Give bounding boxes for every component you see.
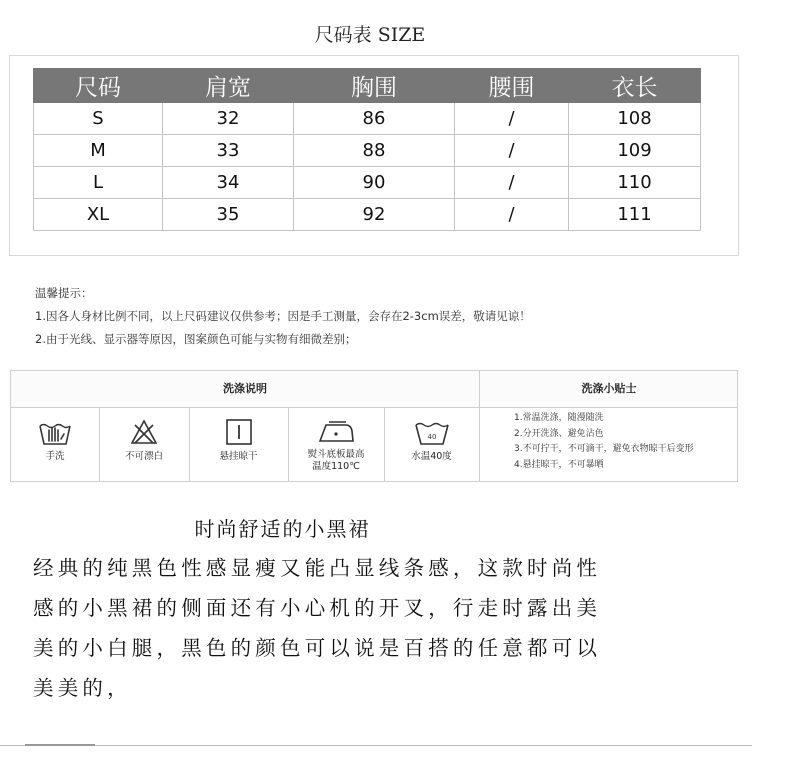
bottom-divider: [0, 745, 752, 746]
description-line: 美美的，: [33, 676, 132, 700]
table-row: [34, 135, 701, 167]
table-row: [34, 199, 701, 231]
hang-dry-icon: [189, 417, 288, 447]
care-header: [11, 371, 737, 408]
wash-instructions-heading: 洗涤说明: [223, 382, 267, 395]
description-text: [33, 548, 653, 708]
table-cell: /: [455, 135, 569, 167]
tips-line: 1.因各人身材比例不同，以上尺码建议仅供参考；因是手工测量，会存在2-3cm误差，敬请见谅！: [35, 309, 531, 323]
care-item-label: 温度110℃: [312, 461, 360, 472]
description-line: 感的小黑裙的侧面还有小心机的开叉，行走时露出美: [33, 596, 602, 620]
column-header: 衣长: [569, 69, 701, 103]
column-header: 尺码: [34, 69, 163, 103]
tips-section: [35, 282, 531, 351]
table-cell: S: [34, 103, 163, 135]
table-cell: 88: [294, 135, 455, 167]
table-cell: 110: [569, 167, 701, 199]
table-cell: 109: [569, 135, 701, 167]
wash-temperature: 40: [427, 433, 436, 441]
size-chart-title: 尺码表 SIZE: [314, 24, 426, 46]
wash-tip-item: 1.常温洗涤，随漫随洗: [514, 413, 604, 423]
care-item-iron: [288, 407, 385, 481]
wash-tip-item: 3.不可拧干，不可滴干，避免衣物晾干后变形: [514, 444, 694, 454]
table-cell: 86: [294, 103, 455, 135]
table-cell: /: [455, 167, 569, 199]
table-cell: 108: [569, 103, 701, 135]
care-item-no-bleach: [99, 407, 190, 481]
care-item-label: 水温40度: [411, 451, 452, 462]
description-line: 美的小白腿，黑色的颜色可以说是百搭的任意都可以: [33, 636, 602, 660]
table-cell: L: [34, 167, 163, 199]
size-table: [33, 68, 701, 231]
care-instructions: [10, 370, 738, 482]
tips-line: 2.由于光线、显示器等原因，图案颜色可能与实物有细微差别；: [35, 332, 357, 346]
table-cell: 92: [294, 199, 455, 231]
care-item-hand-wash: [11, 407, 100, 481]
wash-tips-heading: 洗涤小贴士: [479, 371, 738, 407]
table-cell: 90: [294, 167, 455, 199]
table-cell: /: [455, 103, 569, 135]
table-cell: /: [455, 199, 569, 231]
wash-tip-item: 2.分开洗涤、避免沾色: [514, 428, 604, 439]
description-title: 时尚舒适的小黑裙: [194, 517, 371, 541]
no-bleach-icon: [99, 417, 189, 447]
table-row: [34, 167, 701, 199]
wash-tip-item: 4.悬挂晾干，不可暴晒: [514, 459, 604, 470]
table-cell: 33: [163, 135, 294, 167]
description-line: 经典的纯黑色性感显瘦又能凸显线条感，这款时尚性: [33, 556, 602, 580]
table-cell: 35: [163, 199, 294, 231]
table-cell: 32: [163, 103, 294, 135]
care-item-wash-40: [384, 407, 480, 481]
wash-tips-list: [480, 407, 738, 481]
table-cell: M: [34, 135, 163, 167]
column-header: 肩宽: [163, 69, 294, 103]
column-header: 胸围: [294, 69, 455, 103]
wash-40-icon: [384, 417, 479, 447]
table-cell: XL: [34, 199, 163, 231]
care-item-label: 悬挂晾干: [219, 451, 258, 462]
care-item-label: 不可漂白: [124, 451, 163, 462]
column-header: 腰围: [455, 69, 569, 103]
table-cell: 111: [569, 199, 701, 231]
iron-icon: [288, 417, 384, 445]
hand-wash-icon: [11, 417, 99, 447]
bottom-divider-accent: [25, 744, 95, 746]
tips-heading: 温馨提示：: [35, 286, 93, 300]
table-row: [34, 103, 701, 135]
care-item-label: 手洗: [45, 451, 65, 462]
size-table-header-row: [34, 69, 701, 103]
care-item-hang-dry: [189, 407, 289, 481]
care-item-label: 熨斗底板最高: [307, 449, 365, 460]
table-cell: 34: [163, 167, 294, 199]
